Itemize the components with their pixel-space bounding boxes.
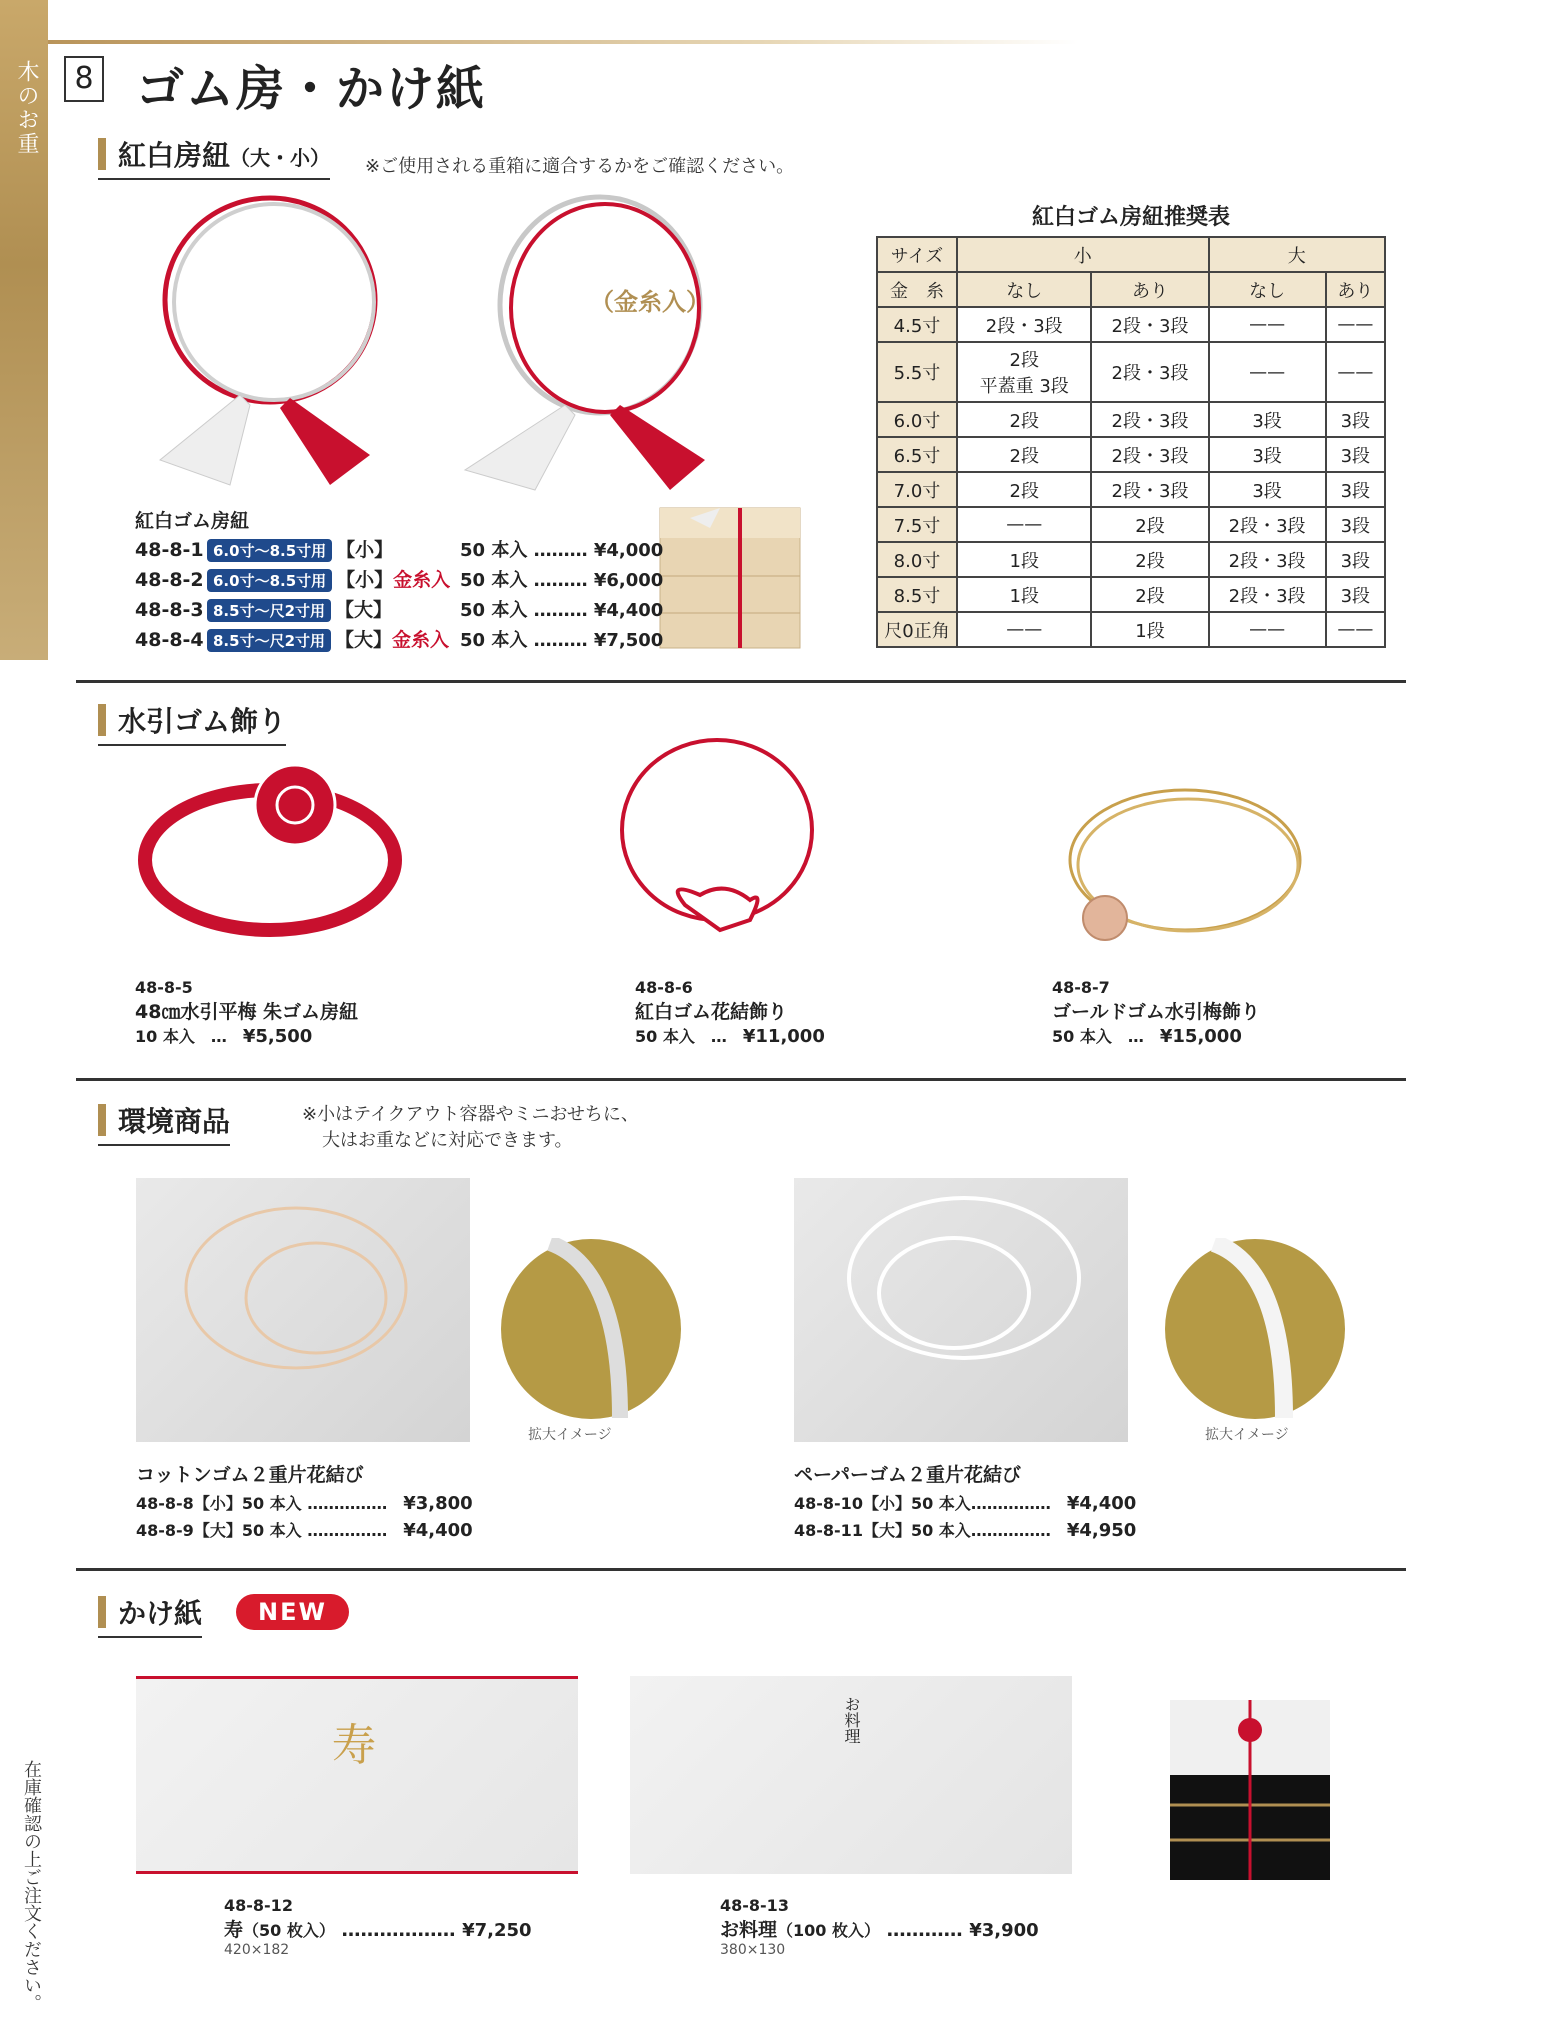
table-cell: 3段 xyxy=(1326,577,1385,612)
table-cell: 3段 xyxy=(1326,542,1385,577)
price-leader: … xyxy=(210,1027,227,1046)
quantity: 50 本入 xyxy=(910,1494,971,1513)
table-cell: 1段 xyxy=(957,542,1091,577)
product-kind: 【小】 xyxy=(336,569,394,591)
page-title: ゴム房・かけ紙 xyxy=(136,61,487,117)
table-cell: 2段・3段 xyxy=(1209,507,1326,542)
quantity: 50 本入 xyxy=(1052,1027,1112,1046)
table-header-cell: あり xyxy=(1091,272,1208,307)
table-cell: 2段 xyxy=(1091,542,1208,577)
table-cell: 3段 xyxy=(1326,472,1385,507)
kakegami-oryouri-image xyxy=(630,1676,1072,1874)
product-code: 48-8-4 xyxy=(135,629,204,651)
price: ¥5,500 xyxy=(242,1026,313,1047)
product-code: 48-8-8 xyxy=(136,1494,194,1513)
product-code: 48-8-9 xyxy=(136,1521,194,1540)
product-kind: 【大】 xyxy=(335,599,393,621)
quantity: 50 本入 xyxy=(910,1521,971,1540)
dimensions: 420×182 xyxy=(224,1942,290,1958)
table-row xyxy=(877,542,1385,577)
mizuhiki-ume-cord-image xyxy=(130,760,410,960)
table-cell: 2段・3段 xyxy=(957,307,1091,342)
table-row-header: 4.5寸 xyxy=(877,307,957,342)
kouhaku-hanamusubi-image xyxy=(605,730,830,960)
table-cell: —— xyxy=(1326,342,1385,402)
paper-gomu-photo xyxy=(794,1178,1128,1442)
quantity: 50 本入 xyxy=(460,600,528,621)
table-cell: —— xyxy=(957,612,1091,647)
oryouri-text: お料理 xyxy=(842,1696,861,1744)
table-cell: —— xyxy=(1209,612,1326,647)
cotton-zoom-image xyxy=(500,1238,682,1420)
table-cell: 3段 xyxy=(1209,472,1326,507)
table-row xyxy=(877,507,1385,542)
product-name: 48㎝水引平梅 朱ゴム房紐 xyxy=(135,1001,359,1023)
product-price-list xyxy=(460,536,663,656)
table-row xyxy=(877,577,1385,612)
table-row-header: 8.5寸 xyxy=(877,577,957,612)
table-header-cell: サイズ xyxy=(877,237,957,272)
size-badge: 8.5寸〜尺2寸用 xyxy=(207,599,331,622)
section-divider xyxy=(76,680,1406,683)
product-code: 48-8-7 xyxy=(1052,978,1110,997)
table-header-row xyxy=(877,237,1385,272)
product-kind: 【小】 xyxy=(336,539,394,561)
product-code: 48-8-3 xyxy=(135,599,204,621)
product-card xyxy=(1052,978,1260,1047)
price: ¥7,250 xyxy=(462,1920,532,1941)
section-divider xyxy=(76,1568,1406,1571)
quantity: 50 本入 xyxy=(241,1494,302,1513)
product-code: 48-8-5 xyxy=(135,978,193,997)
product-kind: 【小】 xyxy=(193,1494,242,1513)
table-row xyxy=(877,402,1385,437)
table-row xyxy=(877,342,1385,402)
table-row-header: 6.5寸 xyxy=(877,437,957,472)
size-badge: 6.0寸〜8.5寸用 xyxy=(207,569,332,592)
price-row: 50 本入 ……… ¥4,400 xyxy=(460,600,664,621)
cotton-gomu-photo xyxy=(136,1178,470,1442)
note-line: 大はお重などに対応できます。 xyxy=(322,1130,573,1151)
table-cell: 3段 xyxy=(1209,402,1326,437)
price-row: 50 本入 ……… ¥4,000 xyxy=(460,540,664,561)
table-cell: 3段 xyxy=(1326,402,1385,437)
table-row xyxy=(877,307,1385,342)
price-row: 50 本入 ……… ¥6,000 xyxy=(460,570,664,591)
table-cell: —— xyxy=(1326,307,1385,342)
product-code: 48-8-10 xyxy=(794,1494,863,1513)
price: ¥4,400 xyxy=(593,600,664,621)
table-cell: 2段 xyxy=(1091,507,1208,542)
product-extra: 金糸入 xyxy=(392,629,450,651)
section-heading-kouhaku xyxy=(98,134,330,180)
page-number: 8 xyxy=(64,56,104,102)
price: ¥4,400 xyxy=(1066,1493,1137,1514)
recommend-table-title: 紅白ゴム房紐推奨表 xyxy=(1031,205,1230,230)
dimensions: 380×130 xyxy=(720,1942,786,1958)
quantity: 50 本入 xyxy=(460,630,528,651)
section-title: かけ紙 xyxy=(118,1597,203,1630)
product-group-name: 紅白ゴム房紐 xyxy=(135,510,250,532)
table-cell: —— xyxy=(957,507,1091,542)
product-extra: 金糸入 xyxy=(393,569,451,591)
price: ¥4,950 xyxy=(1066,1520,1137,1541)
price-row: 50 本入 ……… ¥7,500 xyxy=(460,630,664,651)
section-title: 水引ゴム飾り xyxy=(118,705,287,738)
table-cell: 3段 xyxy=(1209,437,1326,472)
section-heading-mizuhiki xyxy=(98,700,286,746)
quantity: 50 本入 xyxy=(241,1521,302,1540)
zoom-label: 拡大イメージ xyxy=(528,1427,612,1443)
section-title: 環境商品 xyxy=(118,1105,231,1138)
jubako-box-image xyxy=(650,478,815,658)
table-cell: 2段・3段 xyxy=(1209,577,1326,612)
table-row-header: 6.0寸 xyxy=(877,402,957,437)
table-row xyxy=(877,437,1385,472)
kouhaku-cord-image xyxy=(140,190,410,490)
table-cell: 1段 xyxy=(957,577,1091,612)
jubako-kakegami-image xyxy=(1140,1680,1360,1900)
size-badge: 6.0寸〜8.5寸用 xyxy=(207,539,332,562)
quantity: 50 本入 xyxy=(635,1027,695,1046)
zoom-label: 拡大イメージ xyxy=(1205,1427,1289,1443)
product-card: ペーパーゴム２重片花結び 48-8-10【小】50 本入…………… ¥4,400 48-8-11【大】50 本入…………… ¥4,950 xyxy=(794,1460,1136,1541)
product-name: ゴールドゴム水引梅飾り xyxy=(1052,1001,1260,1023)
price: ¥15,000 xyxy=(1159,1026,1242,1047)
table-cell: 2段・3段 xyxy=(1091,472,1208,507)
table-cell: 2段 平蓋重 3段 xyxy=(957,342,1091,402)
product-code: 48-8-2 xyxy=(135,569,204,591)
price: ¥4,400 xyxy=(403,1520,473,1541)
product-code: 48-8-13 xyxy=(720,1896,789,1915)
table-cell: 2段 xyxy=(957,402,1091,437)
table-cell: 2段 xyxy=(957,437,1091,472)
gold-thread-label: （金糸入） xyxy=(590,288,710,316)
table-row-header: 7.5寸 xyxy=(877,507,957,542)
size-badge: 8.5寸〜尺2寸用 xyxy=(207,629,331,652)
paper-zoom-image xyxy=(1164,1238,1346,1420)
table-cell: 2段 xyxy=(1091,577,1208,612)
section-heading-kakegami xyxy=(98,1592,202,1638)
table-row-header: 7.0寸 xyxy=(877,472,957,507)
product-kind: 【大】 xyxy=(335,629,393,651)
price: ¥6,000 xyxy=(593,570,664,591)
product-card xyxy=(635,978,825,1047)
table-row-header: 尺0正角 xyxy=(877,612,957,647)
table-header-row xyxy=(877,272,1385,307)
product-name: ペーパーゴム２重片花結び xyxy=(794,1464,1022,1486)
section-subtitle: （大・小） xyxy=(230,146,331,170)
kotobuki-character: 寿 xyxy=(332,1720,376,1771)
table-cell: 3段 xyxy=(1326,507,1385,542)
quantity: 50 本入 xyxy=(460,540,528,561)
note-line: ※小はテイクアウト容器やミニおせちに、 xyxy=(302,1104,639,1125)
table-row-header: 5.5寸 xyxy=(877,342,957,402)
side-note: 在庫確認の上ご注文ください。 xyxy=(21,1760,42,2012)
price-leader: … xyxy=(1127,1027,1144,1046)
table-header-cell: 大 xyxy=(1209,237,1385,272)
section-title: 紅白房紐 xyxy=(118,139,231,172)
table-header-cell: 小 xyxy=(957,237,1209,272)
product-card: コットンゴム２重片花結び 48-8-8【小】50 本入 …………… ¥3,800 48-8-9【大】50 本入 …………… ¥4,400 xyxy=(136,1460,473,1541)
product-card: 48-8-12 寿（50 枚入） ……………… ¥7,250 420×182 xyxy=(224,1896,532,1958)
side-tab-label: 木のお重 xyxy=(14,60,39,156)
product-card: 48-8-13 お料理（100 枚入） ………… ¥3,900 380×130 xyxy=(720,1896,1039,1958)
product-name: 寿 xyxy=(224,1919,244,1941)
table-header-cell: 金 糸 xyxy=(877,272,957,307)
quantity: （100 枚入） xyxy=(777,1921,880,1940)
table-cell: 3段 xyxy=(1326,437,1385,472)
product-name: お料理 xyxy=(720,1919,778,1941)
section-divider xyxy=(76,1078,1406,1081)
table-cell: 2段・3段 xyxy=(1091,342,1208,402)
table-cell: —— xyxy=(1326,612,1385,647)
quantity: 50 本入 xyxy=(460,570,528,591)
table-cell: 2段・3段 xyxy=(1209,542,1326,577)
table-cell: —— xyxy=(1209,342,1326,402)
section-note xyxy=(302,1100,639,1152)
price: ¥3,800 xyxy=(403,1493,473,1514)
table-row xyxy=(877,612,1385,647)
product-kind: 【大】 xyxy=(862,1521,911,1540)
product-kind: 【大】 xyxy=(193,1521,242,1540)
section-note: ※ご使用される重箱に適合するかをご確認ください。 xyxy=(365,156,795,177)
table-header-cell: あり xyxy=(1326,272,1385,307)
table-cell: 2段・3段 xyxy=(1091,437,1208,472)
table-header-cell: なし xyxy=(1209,272,1326,307)
new-badge: NEW xyxy=(236,1594,349,1630)
table-cell: 2段・3段 xyxy=(1091,402,1208,437)
table-cell: 2段 xyxy=(957,472,1091,507)
product-kind: 【小】 xyxy=(862,1494,911,1513)
price-leader: … xyxy=(710,1027,727,1046)
kakegami-kotobuki-image xyxy=(136,1676,578,1874)
table-row-header: 8.0寸 xyxy=(877,542,957,577)
price: ¥7,500 xyxy=(593,630,664,651)
kouhaku-gold-cord-image xyxy=(455,190,725,500)
product-code: 48-8-12 xyxy=(224,1896,293,1915)
table-cell: —— xyxy=(1209,307,1326,342)
table-cell: 2段・3段 xyxy=(1091,307,1208,342)
product-code: 48-8-6 xyxy=(635,978,693,997)
product-code: 48-8-1 xyxy=(135,539,204,561)
quantity: （50 枚入） xyxy=(243,1921,335,1940)
recommend-table xyxy=(876,236,1386,648)
table-header-cell: なし xyxy=(957,272,1091,307)
product-card xyxy=(135,978,358,1047)
product-code: 48-8-11 xyxy=(794,1521,863,1540)
product-name: 紅白ゴム花結飾り xyxy=(635,1001,788,1023)
table-row xyxy=(877,472,1385,507)
price: ¥11,000 xyxy=(742,1026,825,1047)
table-cell: 1段 xyxy=(1091,612,1208,647)
price: ¥4,000 xyxy=(593,540,664,561)
product-name: コットンゴム２重片花結び xyxy=(136,1464,364,1486)
section-heading-eco xyxy=(98,1100,230,1146)
gold-ume-cord-image xyxy=(1060,770,1310,960)
top-rule xyxy=(48,40,1078,44)
quantity: 10 本入 xyxy=(135,1027,195,1046)
price: ¥3,900 xyxy=(969,1920,1039,1941)
